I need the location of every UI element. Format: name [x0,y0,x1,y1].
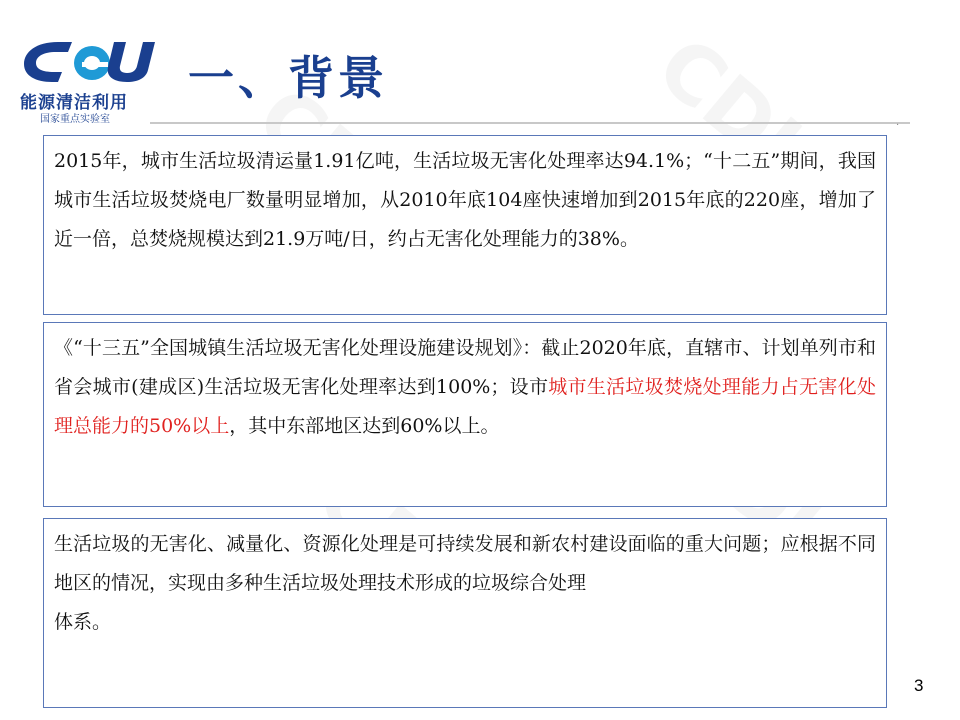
plan-text-highlight: 城市生活垃圾焚烧处理能力占无害化处理总能力的50%以上 [54,376,876,437]
title-divider [150,122,910,124]
slide-title: 一、背景 [188,51,388,105]
text-box-statistics [43,135,887,315]
statistics-text: 2015年，城市生活垃圾清运量1.91亿吨，生活垃圾无害化处理率达94.1%；“十二五”期间，我国城市生活垃圾焚烧电厂数量明显增加，从2010年底104座快速增加到2015年底的220座，增加了近一倍，总焚烧规模达到21.9万吨/日，约占无害化处理能力的38%。 [54,150,876,250]
text-box-plan [43,322,887,507]
conclusion-text-end: 体系。 [54,611,112,633]
decorative-dot: · [896,120,900,131]
plan-text-end: ，其中东部地区达到60%以上。 [229,415,500,437]
logo-name: 能源清洁利用 [20,93,128,113]
page-number: 3 [914,676,924,695]
logo-mark-icon [18,36,158,86]
text-box-conclusion [43,518,887,708]
logo [18,36,168,126]
plan-text-start: 《“十三五”全国城镇生活垃圾无害化处理设施建设规划》：截止2020年底，直辖市、计划单列市和省会城市(建成区)生活垃圾无害化处理率达到100%；设市 [54,337,876,398]
conclusion-text: 生活垃圾的无害化、减量化、资源化处理是可持续发展和新农村建设面临的重大问题；应根据不同地区的情况，实现由多种生活垃圾处理技术形成的垃圾综合处理 [54,533,876,594]
logo-subtitle: 国家重点实验室 [40,114,110,125]
